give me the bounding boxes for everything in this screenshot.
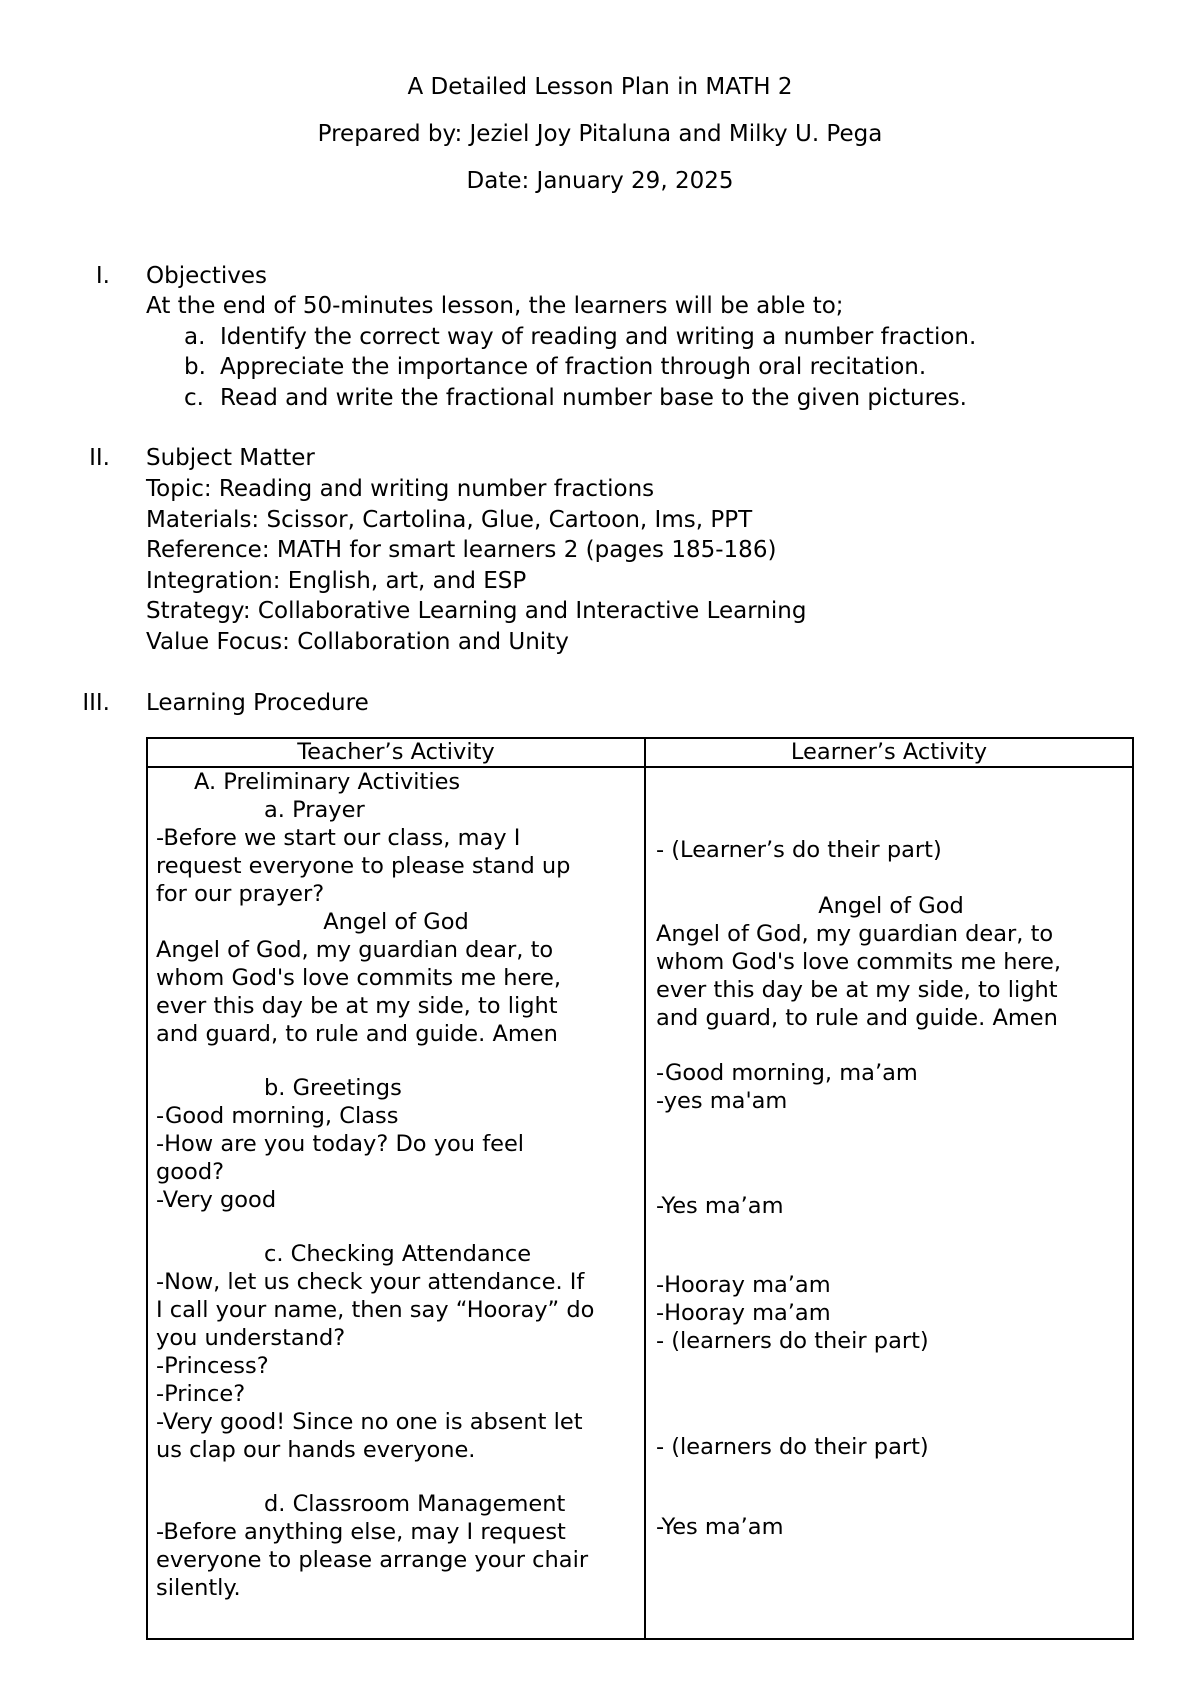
objective-item-mark: b. <box>184 354 206 380</box>
objectives-intro: At the end of 50-minutes lesson, the learners will be able to; <box>146 293 844 319</box>
attendance-line: I call your name, then say “Hooray” do <box>156 1297 595 1323</box>
learner-prayer-line: whom God's love commits me here, <box>656 949 1062 975</box>
prayer-title: Angel of God <box>323 909 469 935</box>
subject-materials: Materials: Scissor, Cartolina, Glue, Cartoon, Ims, PPT <box>146 507 753 533</box>
learner-response: - (Learner’s do their part) <box>656 837 942 863</box>
learner-activity-header: Learner’s Activity <box>645 738 1133 767</box>
document-date: Date: January 29, 2025 <box>466 168 734 194</box>
management-line: silently. <box>156 1575 241 1601</box>
subject-matter-number: II. <box>89 445 110 471</box>
objectives-number: I. <box>95 263 110 289</box>
teacher-activity-header: Teacher’s Activity <box>147 738 645 767</box>
attendance-line: -Princess? <box>156 1353 269 1379</box>
prayer-line: whom God's love commits me here, <box>156 965 562 991</box>
prayer-request-line: -Before we start our class, may I <box>156 825 521 851</box>
attendance-line: -Very good! Since no one is absent let <box>156 1409 583 1435</box>
prayer-request-line: for our prayer? <box>156 881 325 907</box>
greetings-line: good? <box>156 1159 225 1185</box>
prayer-request-line: request everyone to please stand up <box>156 853 571 879</box>
subject-matter-heading: Subject Matter <box>146 445 315 471</box>
attendance-heading: c. Checking Attendance <box>264 1241 532 1267</box>
teacher-activity-cell <box>147 767 645 1639</box>
management-line: -Before anything else, may I request <box>156 1519 566 1545</box>
learner-response: - (learners do their part) <box>656 1434 929 1460</box>
section-a-heading: A. Preliminary Activities <box>194 769 461 795</box>
learner-prayer-title: Angel of God <box>818 893 964 919</box>
learner-prayer-line: Angel of God, my guardian dear, to <box>656 921 1054 947</box>
attendance-line: -Prince? <box>156 1381 246 1407</box>
greetings-line: -Good morning, Class <box>156 1103 399 1129</box>
attendance-line: you understand? <box>156 1325 346 1351</box>
attendance-line: -Now, let us check your attendance. If <box>156 1269 585 1295</box>
greetings-line: -How are you today? Do you feel <box>156 1131 525 1157</box>
management-line: everyone to please arrange your chair <box>156 1547 589 1573</box>
subject-reference: Reference: MATH for smart learners 2 (pages 185-186) <box>146 537 777 563</box>
procedure-table <box>146 737 1134 1640</box>
learner-response: -Hooray ma’am <box>656 1300 831 1326</box>
prepared-by: Prepared by: Jeziel Joy Pitaluna and Milky U. Pega <box>317 121 883 147</box>
greetings-line: -Very good <box>156 1187 277 1213</box>
subject-topic: Topic: Reading and writing number fractions <box>146 476 655 502</box>
learner-response: -Hooray ma’am <box>656 1272 831 1298</box>
learner-response: -yes ma'am <box>656 1088 788 1114</box>
prayer-line: and guard, to rule and guide. Amen <box>156 1021 558 1047</box>
greetings-heading: b. Greetings <box>264 1075 402 1101</box>
objectives-heading: Objectives <box>146 263 268 289</box>
learner-activity-cell <box>645 767 1133 1639</box>
learner-response: -Yes ma’am <box>656 1193 784 1219</box>
learner-response: - (learners do their part) <box>656 1328 929 1354</box>
objective-item-mark: c. <box>184 385 204 411</box>
management-heading: d. Classroom Management <box>264 1491 566 1517</box>
subject-value-focus: Value Focus: Collaboration and Unity <box>146 629 569 655</box>
learner-response: -Yes ma’am <box>656 1514 784 1540</box>
objective-item: Appreciate the importance of fraction through oral recitation. <box>220 354 927 380</box>
objective-item: Identify the correct way of reading and writing a number fraction. <box>220 324 977 350</box>
subject-strategy: Strategy: Collaborative Learning and Interactive Learning <box>146 598 807 624</box>
prayer-line: Angel of God, my guardian dear, to <box>156 937 554 963</box>
learner-prayer-line: ever this day be at my side, to light <box>656 977 1058 1003</box>
learner-response: -Good morning, ma’am <box>656 1060 918 1086</box>
objective-item: Read and write the fractional number base to the given pictures. <box>220 385 967 411</box>
attendance-line: us clap our hands everyone. <box>156 1437 476 1463</box>
procedure-heading: Learning Procedure <box>146 690 369 716</box>
prayer-heading: a. Prayer <box>264 797 365 823</box>
learner-prayer-line: and guard, to rule and guide. Amen <box>656 1005 1058 1031</box>
procedure-number: III. <box>82 690 110 716</box>
subject-integration: Integration: English, art, and ESP <box>146 568 527 594</box>
document-title: A Detailed Lesson Plan in MATH 2 <box>407 74 793 100</box>
prayer-line: ever this day be at my side, to light <box>156 993 558 1019</box>
objective-item-mark: a. <box>184 324 206 350</box>
